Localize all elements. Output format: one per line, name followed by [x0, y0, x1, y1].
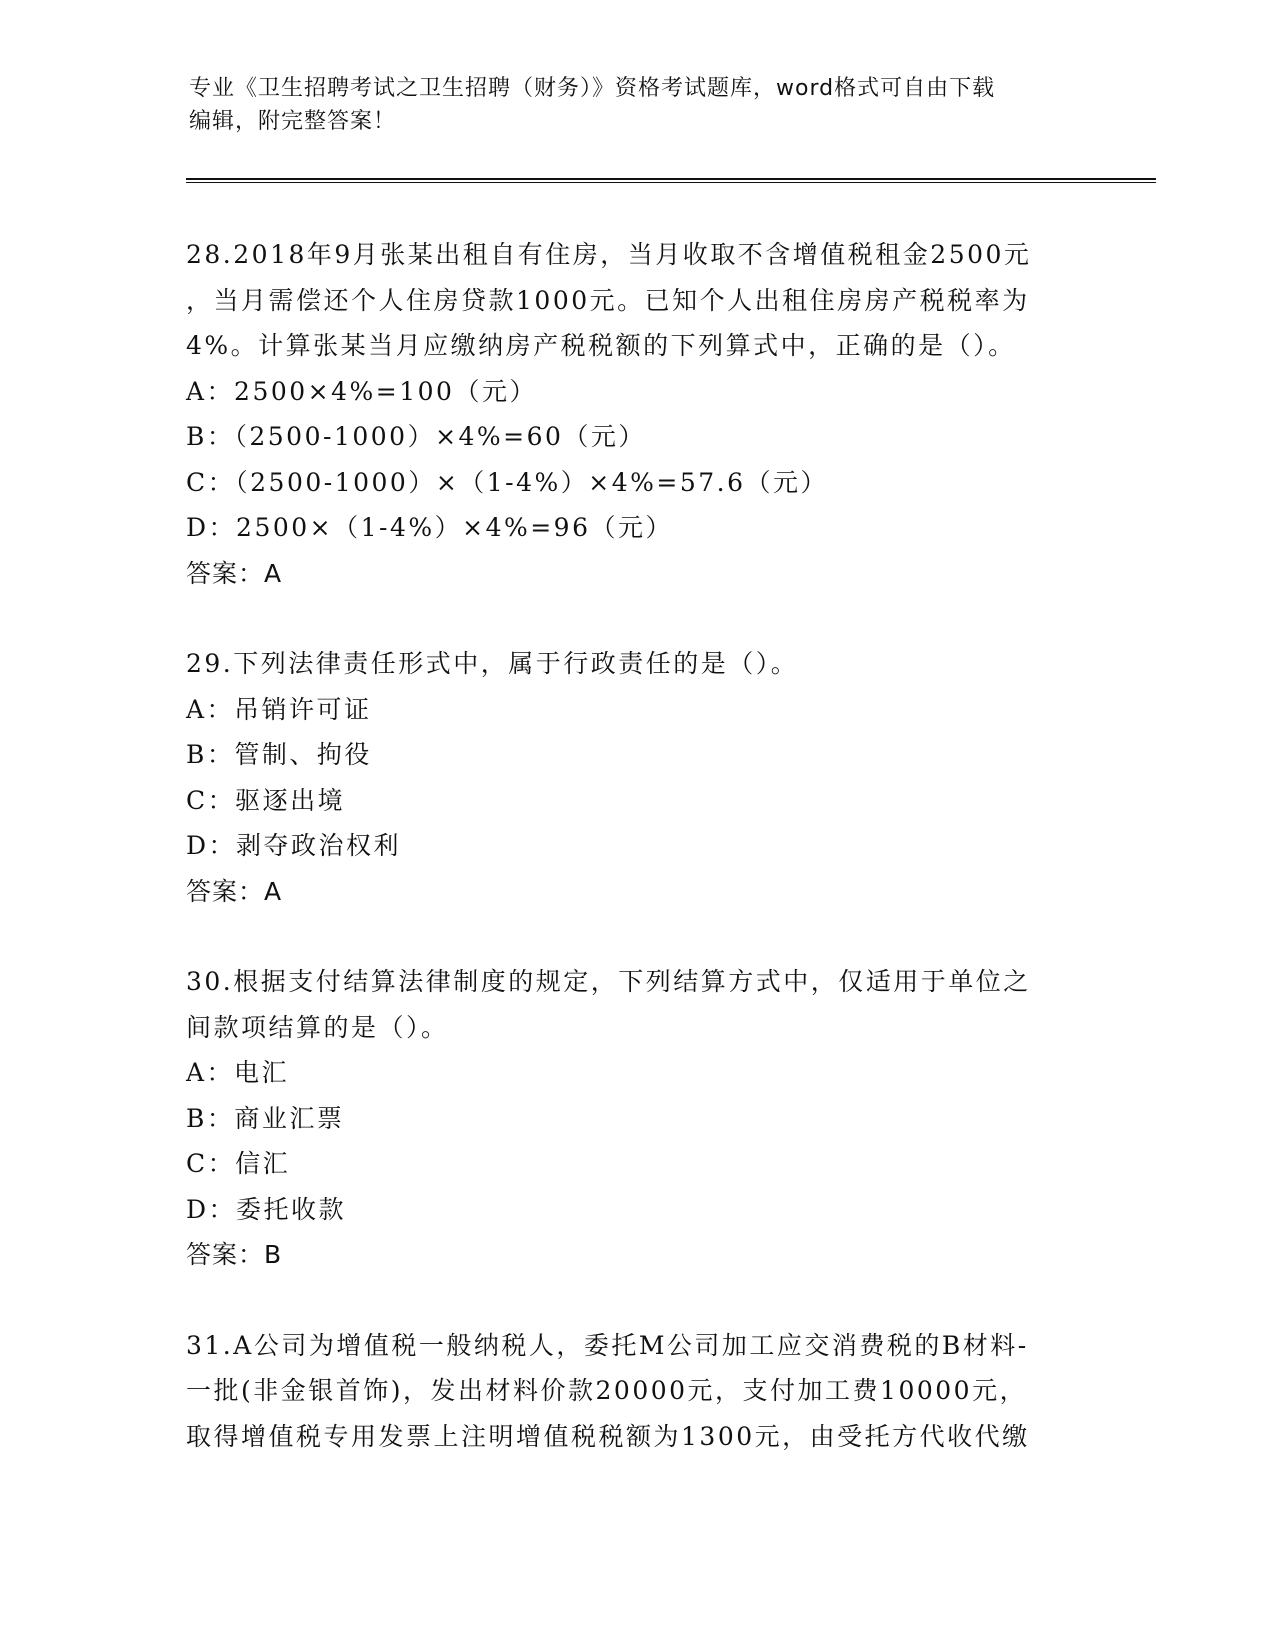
question-stem-line: 29.下列法律责任形式中，属于行政责任的是（）。	[186, 649, 799, 678]
option-a: A：2500×4%=100（元）	[186, 376, 537, 406]
option-c: C：驱逐出境	[186, 785, 346, 815]
option-d: D：剥夺政治权利	[186, 831, 402, 860]
option-c: C：（2500-1000）×（1-4%）×4%=57.6（元）	[186, 467, 829, 497]
document-header	[189, 72, 1089, 138]
header-divider-thin	[186, 182, 1156, 183]
question-28	[186, 232, 1146, 596]
spacer	[186, 1278, 1146, 1323]
answer-line: 答案：B	[186, 1240, 283, 1269]
question-stem-line: 31.A公司为增值税一般纳税人，委托M公司加工应交消费税的B材料-	[186, 1330, 1029, 1360]
question-30	[186, 959, 1146, 1278]
answer-line: 答案：A	[186, 876, 283, 906]
question-29	[186, 641, 1146, 914]
option-a: A：吊销许可证	[186, 694, 372, 724]
option-c: C：信汇	[186, 1149, 291, 1178]
question-stem-line: 间款项结算的是（）。	[186, 1012, 449, 1042]
question-stem-line: 取得增值税专用发票上注明增值税税额为1300元，由受托方代收代缴	[186, 1421, 1030, 1451]
question-stem-line: ，当月需偿还个人住房贷款1000元。已知个人出租住房房产税税率为	[186, 285, 1030, 315]
option-b: B：管制、拘役	[186, 740, 372, 769]
question-stem-line: 一批(非金银首饰)，发出材料价款20000元，支付加工费10000元，	[186, 1376, 1028, 1405]
spacer	[186, 596, 1146, 641]
header-line: 编辑，附完整答案！	[189, 109, 397, 134]
question-stem-line: 28.2018年9月张某出租自有住房，当月收取不含增值税租金2500元	[186, 240, 1032, 269]
option-a: A：电汇	[186, 1058, 290, 1087]
option-b: B：（2500-1000）×4%=60（元）	[186, 422, 646, 451]
option-d: D：2500×（1-4%）×4%=96（元）	[186, 513, 673, 542]
header-divider-thick	[186, 178, 1156, 180]
option-b: B：商业汇票	[186, 1103, 345, 1133]
question-stem-line: 4%。计算张某当月应缴纳房产税税额的下列算式中，正确的是（）。	[186, 331, 1016, 360]
option-d: D：委托收款	[186, 1194, 347, 1224]
question-stem-line: 30.根据支付结算法律制度的规定，下列结算方式中，仅适用于单位之	[186, 967, 1031, 996]
header-line: 专业《卫生招聘考试之卫生招聘（财务）》资格考试题库，word格式可自由下载	[189, 76, 996, 101]
question-list	[186, 232, 1146, 1459]
question-31	[186, 1323, 1146, 1460]
spacer	[186, 914, 1146, 959]
answer-line: 答案：A	[186, 558, 283, 588]
